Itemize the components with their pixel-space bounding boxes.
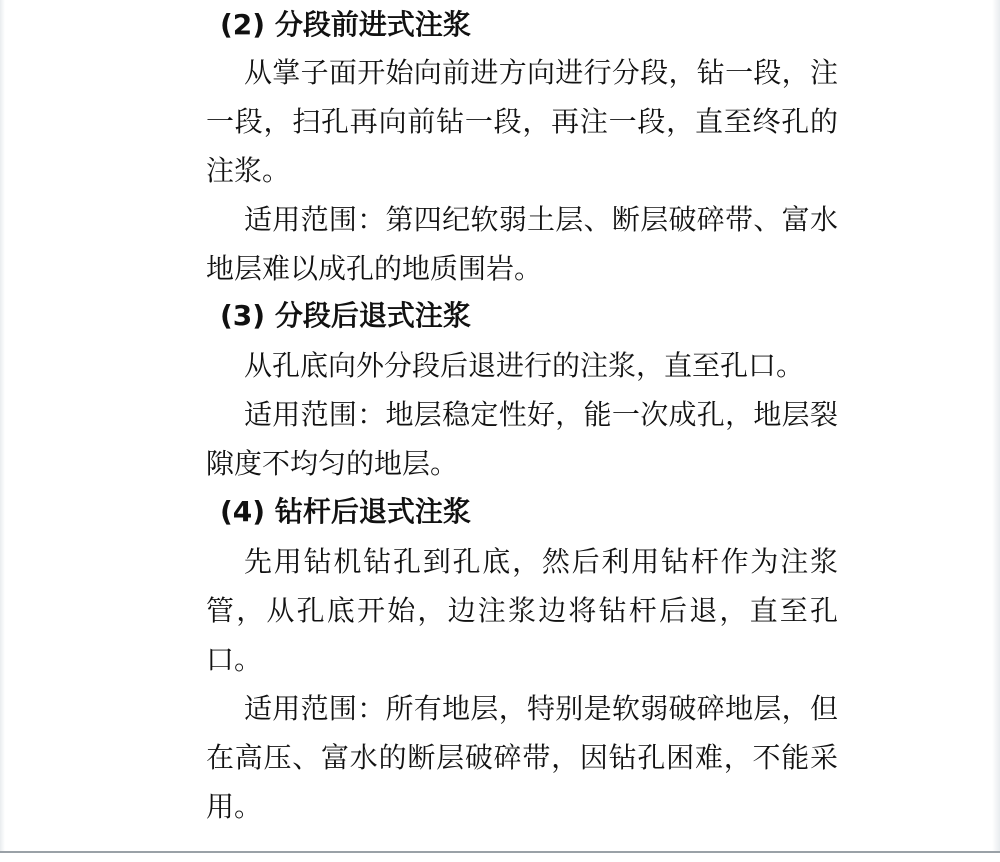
section-4-body: 先用钻机钻孔到孔底，然后利用钻杆作为注浆管，从孔底开始，边注浆边将钻杆后退，直至孔口。 (206, 545, 838, 676)
left-page-edge (0, 0, 5, 862)
section-heading-3: (3) 分段后退式注浆 (220, 299, 471, 332)
section-3-scope: 适用范围：地层稳定性好，能一次成孔，地层裂隙度不均匀的地层。 (206, 398, 838, 480)
section-2-scope: 适用范围：第四纪软弱土层、断层破碎带、富水地层难以成孔的地质围岩。 (206, 203, 838, 285)
section-2-body: 从掌子面开始向前进方向进行分段，钻一段，注一段，扫孔再向前钻一段，再注一段，直至终孔的注浆。 (206, 56, 838, 187)
bottom-divider (0, 851, 1000, 862)
section-4-scope: 适用范围：所有地层，特别是软弱破碎地层，但在高压、富水的断层破碎带，因钻孔困难，不能采用。 (206, 692, 838, 823)
section-heading-4: (4) 钻杆后退式注浆 (220, 495, 471, 528)
right-page-edge (992, 0, 1000, 862)
section-3-body: 从孔底向外分段后退进行的注浆，直至孔口。 (244, 349, 805, 382)
document-content (206, 0, 838, 831)
section-heading-2: (2) 分段前进式注浆 (220, 8, 471, 41)
